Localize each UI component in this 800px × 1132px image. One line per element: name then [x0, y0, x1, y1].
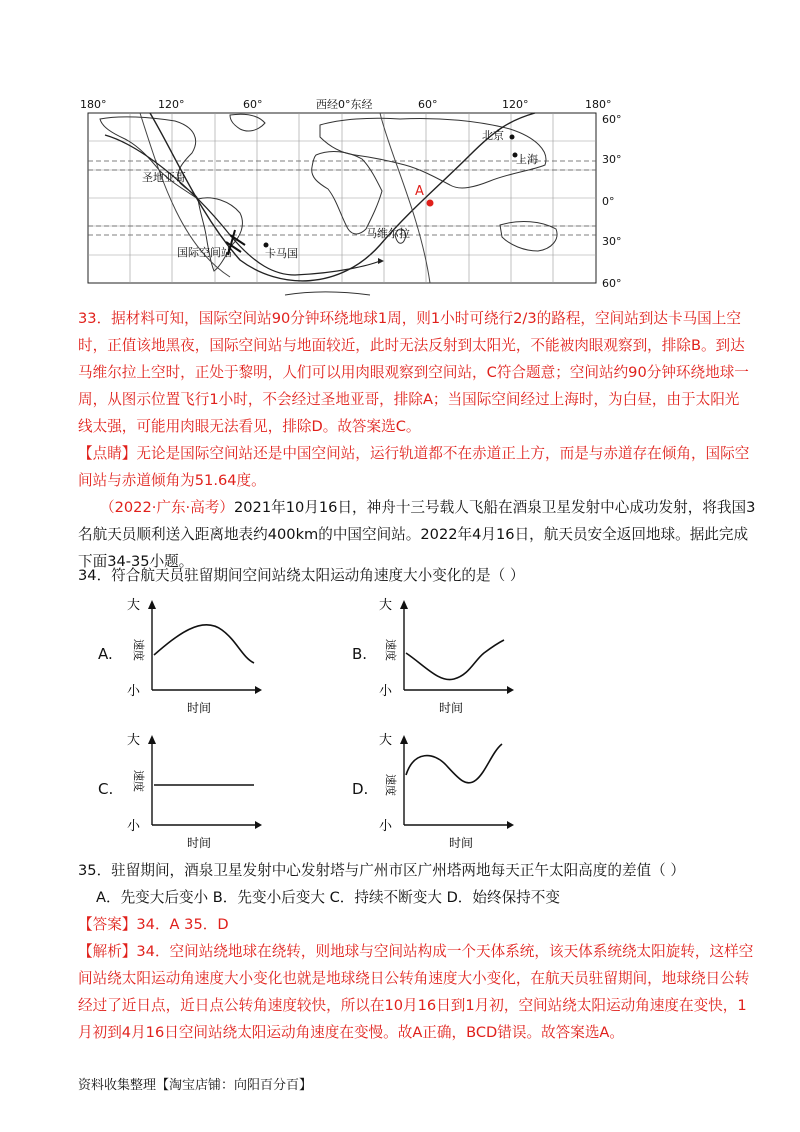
answer-block: [78, 911, 730, 938]
map-lat-label: 60°: [602, 113, 622, 126]
axis-time: 时间: [187, 836, 212, 850]
q34-stem: [78, 562, 730, 589]
axis-speed: 速度: [384, 639, 397, 661]
graph-b: [374, 595, 514, 719]
map-top-label: 西经0°东经: [316, 98, 373, 111]
map-place-santiago: 圣地亚哥: [142, 171, 186, 184]
analysis-block: [78, 938, 754, 1046]
map-lat-label: 0°: [602, 195, 615, 208]
map-lat-label: 30°: [602, 235, 622, 248]
option-d-label: D.: [352, 780, 369, 798]
q35-options: A．先变大后变小 B．先变小后变大 C．持续不断变大 D．始终保持不变: [96, 889, 560, 906]
q33-line: 33．据材料可知，国际空间站90分钟环绕地球1周，则1小时可绕行2/3的路程，空间站到达卡马国上空: [78, 310, 741, 327]
analysis-text: 月初到4月16日空间站绕太阳运动角速度在变慢。故A正确，BCD错误。故答案选A。: [78, 1024, 625, 1041]
map-top-label: 180°: [585, 98, 612, 111]
map-top-label: 60°: [243, 98, 263, 111]
map-point-a: A: [415, 184, 424, 199]
map-place-iss: 国际空间站: [177, 246, 232, 259]
map-place-beijing: 北京: [482, 129, 504, 142]
analysis-text: 34．空间站绕地球在绕转，则地球与空间站构成一个天体系统，该天体系统绕太阳旋转，这样空: [136, 943, 754, 960]
q33-explanation: [78, 305, 749, 440]
q35-stem: 35．驻留期间，酒泉卫星发射中心发射塔与广州市区广州塔两地每天正午太阳高度的差值（ ）: [78, 862, 685, 879]
option-c-label: C.: [98, 780, 114, 798]
map-top-label: 120°: [502, 98, 529, 111]
axis-big: 大: [127, 733, 141, 748]
curve-a: [154, 625, 254, 663]
option-a-label: A.: [98, 645, 113, 663]
q34-stem-text: 34．符合航天员驻留期间空间站绕太阳运动角速度大小变化的是（ ）: [78, 567, 525, 584]
answer-label: 【答案】: [78, 916, 137, 933]
analysis-text: 间站绕太阳运动角速度大小变化也就是地球绕日公转角速度大小变化，在航天员驻留期间，地球绕日公转: [78, 970, 750, 987]
map-top-label: 120°: [158, 98, 185, 111]
axis-small: 小: [127, 819, 141, 834]
curve-b: [406, 640, 504, 680]
axis-speed: 速度: [132, 770, 145, 792]
axis-small: 小: [379, 819, 393, 834]
map-place-qatar: 卡马国: [265, 247, 298, 260]
tip-label: 【点睛】: [78, 445, 137, 462]
analysis-label: 【解析】: [78, 943, 137, 960]
graph-a: [122, 595, 262, 719]
q35-block: [78, 857, 730, 911]
axis-big: 大: [379, 733, 393, 748]
intro-text: 2021年10月16日，神舟十三号载人飞船在酒泉卫星发射中心成功发射，将我国3: [233, 499, 756, 516]
axis-time: 时间: [439, 701, 464, 715]
map-lat-label: 30°: [602, 153, 622, 166]
axis-time: 时间: [187, 701, 212, 715]
axis-big: 大: [379, 598, 393, 613]
tip-block: [78, 440, 750, 494]
tip-text: 无论是国际空间站还是中国空间站，运行轨道都不在赤道正上方，而是与赤道存在倾角，国际空: [136, 445, 750, 462]
axis-small: 小: [379, 684, 393, 699]
q33-line: 时，正值该地黑夜，国际空间站与地面较近，此时无法反射到太阳光，不能被肉眼观察到，排除B。到达: [78, 337, 745, 354]
intro-source: （2022·广东·高考）: [100, 499, 234, 516]
axis-big: 大: [127, 598, 141, 613]
analysis-text: 经过了近日点，近日点公转角速度较快，所以在10月16日到1月初，空间站绕太阳运动角速度在变快，1: [78, 997, 747, 1014]
axis-small: 小: [127, 684, 141, 699]
axis-speed: 速度: [384, 774, 397, 796]
graph-d: [374, 730, 514, 854]
curve-d: [406, 744, 502, 783]
tip-text: 间站与赤道倾角为51.64度。: [78, 472, 266, 489]
map-place-madagascar: 马维尔拉: [366, 227, 410, 240]
axis-time: 时间: [449, 836, 474, 850]
axis-speed: 速度: [132, 639, 145, 661]
answer-text: 34．A 35．D: [136, 916, 229, 933]
q33-line: 周，从图示位置飞行1小时，不会经过圣地亚哥，排除A；当国际空间经过上海时，为白昼，由于太阳光: [78, 391, 740, 408]
intro-text: 下面34-35小题。: [78, 553, 194, 570]
map-top-label: 60°: [418, 98, 438, 111]
map-place-shanghai: 上海: [516, 153, 538, 166]
q33-line: 马维尔拉上空时，正处于黎明，人们可以用肉眼观察到空间站，C符合题意；空间站约90分钟环绕地球一: [78, 364, 749, 381]
q33-line: 线太强，可能用肉眼无法看见，排除D。故答案选C。: [78, 418, 421, 435]
map-top-label: 180°: [80, 98, 107, 111]
graph-c: [122, 730, 262, 854]
intro-text: 名航天员顺利送入距离地表约400km的中国空间站。2022年4月16日，航天员安全返回地球。据此完成: [78, 526, 749, 543]
world-map-figure: [80, 95, 640, 300]
page-footer: 资料收集整理【淘宝店铺：向阳百分百】: [78, 1078, 313, 1093]
map-lat-label: 60°: [602, 277, 622, 290]
option-b-label: B.: [352, 645, 368, 663]
